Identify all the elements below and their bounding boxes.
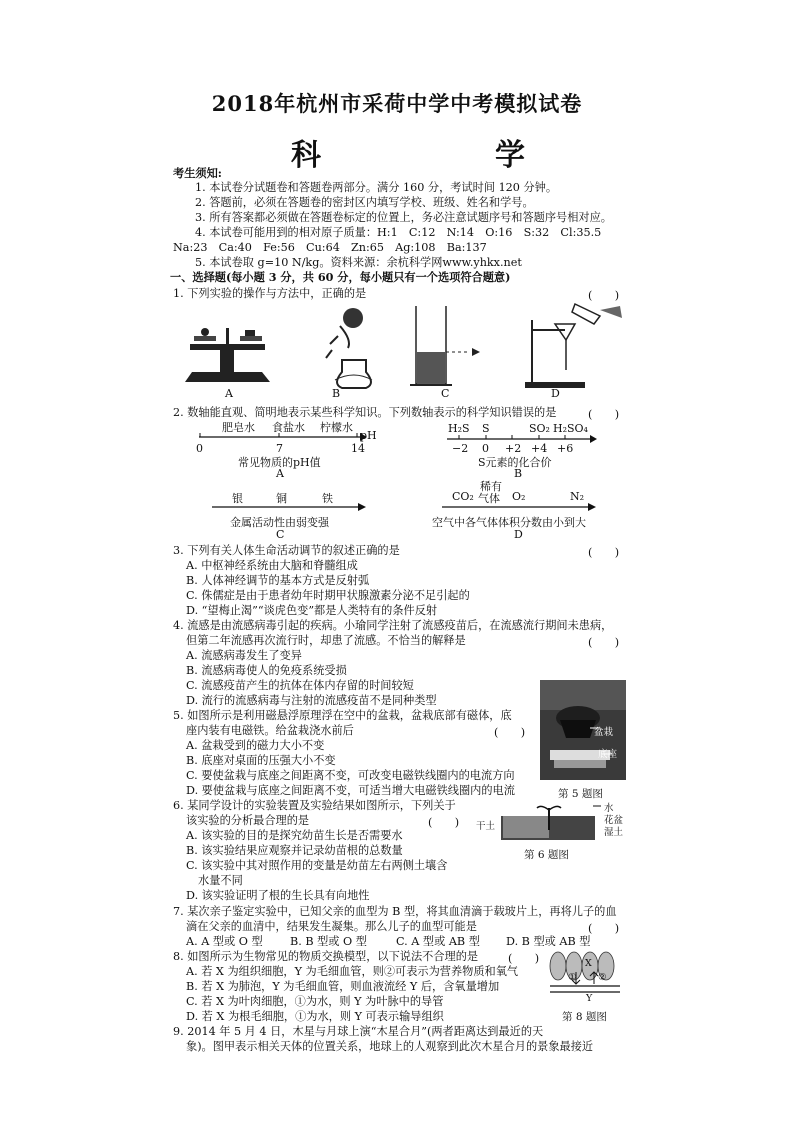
option: A. 中枢神经系统由大脑和脊髓组成: [186, 559, 358, 572]
option: B. 底座对桌面的压强大小不变: [186, 754, 336, 767]
question-9-stem: 9. 2014 年 5 月 4 日，木星与月球上演“木星合月”(两者距离达到最近的天: [173, 1025, 544, 1038]
axis-item: O₂: [512, 490, 526, 503]
axis-item: 银: [232, 492, 243, 505]
option: D. 要使盆栽与底座之间距离不变，可适当增大电磁铁线圈内的电流: [186, 784, 515, 797]
notice-item: Na:23 Ca:40 Fe:56 Cu:64 Zn:65 Ag:108 Ba:137: [173, 241, 487, 254]
option: B. 若 X 为肺泡，Y 为毛细血管，则血液流经 Y 后，含氧量增加: [186, 980, 500, 993]
question-7-stem: 滴在父亲的血清中，结果发生凝集。那么儿子的血型可能是: [186, 920, 477, 933]
figure-label: ①: [568, 972, 577, 983]
answer-paren: ( ): [588, 289, 620, 302]
notice-heading: 考生须知:: [173, 166, 222, 180]
figure-label: 水: [604, 803, 614, 814]
notice-item: 1. 本试卷分试题卷和答题卷两部分。满分 160 分，考试时间 120 分钟。: [195, 181, 558, 194]
axis-letter: A: [276, 467, 284, 480]
figure-label: 干土: [476, 821, 496, 832]
question-4-stem: 4. 流感是由流感病毒引起的疾病。小瑜同学注射了流感疫苗后，在流感流行期间未患病，: [173, 619, 613, 632]
air-composition-axis: [440, 502, 600, 512]
question-9-stem: 象)。图甲表示相关天体的位置关系，地球上的人观察到此次木星合月的景象最接近: [186, 1040, 594, 1053]
notice-item: 2. 答题前，必须在答题卷的密封区内填写学校、班级、姓名和学号。: [195, 196, 534, 209]
answer-paren: ( ): [508, 952, 540, 965]
axis-letter: B: [514, 467, 523, 480]
question-3-stem: 3. 下列有关人体生命活动调节的叙述正确的是: [173, 544, 400, 557]
plant-pot-figure: [495, 800, 605, 845]
axis-item: SO₂: [529, 422, 550, 435]
figure-label: 花盆: [604, 815, 624, 826]
option: B. 该实验结果应观察并记录幼苗根的总数量: [186, 844, 403, 857]
graduated-cylinder-icon: [410, 306, 480, 385]
option: C. 若 X 为叶肉细胞，①为水，则 Y 为叶脉中的导管: [186, 995, 444, 1008]
option: C. A 型或 AB 型: [396, 935, 480, 948]
question-2-stem: 2. 数轴能直观、简明地表示某些科学知识。下列数轴表示的科学知识错误的是: [173, 406, 557, 419]
axis-tick: +2: [505, 442, 522, 455]
option: C. 侏儒症是由于患者幼年时期甲状腺激素分泌不足引起的: [186, 589, 470, 602]
axis-item: 食盐水: [272, 421, 305, 434]
notice-item: 3. 所有答案都必须做在答题卷标定的位置上，务必注意试题序号和答题序号相对应。: [195, 211, 612, 224]
option: D. 若 X 为根毛细胞，①为水，则 Y 可表示输导组织: [186, 1010, 444, 1023]
option-label: A: [225, 387, 233, 400]
axis-item: 稀有: [480, 480, 502, 493]
question-5-stem: 座内装有电磁铁。给盆栽浇水前后: [186, 724, 354, 737]
answer-paren: ( ): [494, 726, 526, 739]
option: B. 人体神经调节的基本方式是反射弧: [186, 574, 370, 587]
option: A. A 型或 O 型: [186, 935, 263, 948]
question-1-stem: 1. 下列实验的操作与方法中，正确的是: [173, 287, 367, 300]
question-6-stem: 6. 某同学设计的实验装置及实验结果如图所示，下列关于: [173, 799, 456, 812]
figure-caption: 第 8 题图: [562, 1011, 607, 1023]
option: D. 该实验证明了根的生长具有向地性: [186, 889, 370, 902]
option-label: B: [332, 387, 341, 400]
answer-paren: ( ): [588, 408, 620, 421]
notice-item: 5. 本试卷取 g=10 N/kg。资料来源：余杭科学网www.yhkx.net: [195, 256, 522, 269]
metal-activity-axis: [210, 502, 370, 512]
axis-item: H₂S: [448, 422, 470, 435]
figure-label: X: [585, 958, 592, 969]
figure-label: Y: [586, 993, 593, 1004]
axis-caption: 常见物质的pH值: [238, 456, 321, 469]
axis-unit: pH: [360, 429, 377, 442]
option: 水量不同: [198, 874, 243, 887]
question-5-stem: 5. 如图所示是利用磁悬浮原理浮在空中的盆栽，盆栽底部有磁体，底: [173, 709, 512, 722]
figure-label: 底座: [598, 749, 618, 760]
ph-axis: [195, 430, 375, 444]
answer-paren: ( ): [588, 546, 620, 559]
question-8-stem: 8. 如图所示为生物常见的物质交换模型，以下说法不合理的是: [173, 950, 479, 963]
figure-caption: 第 5 题图: [558, 788, 603, 800]
section-heading: 一、选择题(每小题 3 分，共 60 分，每小题只有一个选项符合题意): [170, 270, 511, 284]
option-label: D: [551, 387, 560, 400]
option: C. 要使盆栽与底座之间距离不变，可改变电磁铁线圈内的电流方向: [186, 769, 515, 782]
axis-caption: 金属活动性由弱变强: [230, 516, 329, 529]
question-4-stem: 但第二年流感再次流行时，却患了流感。不恰当的解释是: [186, 634, 466, 647]
option: A. 若 X 为组织细胞，Y 为毛细血管，则②可表示为营养物质和氧气: [186, 965, 519, 978]
figure-caption: 第 6 题图: [524, 849, 569, 861]
axis-tick: 0: [196, 442, 203, 455]
axis-item: H₂SO₄: [553, 422, 588, 435]
subject-title: 科 学: [291, 138, 563, 173]
axis-letter: D: [514, 528, 523, 541]
axis-item: 柠檬水: [320, 421, 353, 434]
axis-item: N₂: [570, 490, 585, 503]
axis-item: 肥皂水: [222, 421, 255, 434]
option: B. 流感病毒使人的免疫系统受损: [186, 664, 347, 677]
maglev-planter-photo: [540, 680, 626, 780]
figure-label: ②: [598, 972, 607, 983]
option: D. 流行的流感病毒与注射的流感疫苗不是同种类型: [186, 694, 437, 707]
smelling-flask-icon: [326, 308, 372, 388]
axis-tick: −2: [452, 442, 469, 455]
option: A. 流感病毒发生了变异: [186, 649, 302, 662]
question-7-stem: 7. 某次亲子鉴定实验中，已知父亲的血型为 B 型，将其血清滴于载玻片上，再将儿子的血: [173, 905, 617, 918]
option: D. “望梅止渴”“谈虎色变”都是人类特有的条件反射: [186, 604, 438, 617]
valence-axis: [445, 433, 605, 445]
axis-tick: 0: [482, 442, 489, 455]
q1-figure: [180, 300, 630, 392]
axis-item: 气体: [478, 492, 500, 505]
notice-item: 4. 本试卷可能用到的相对原子质量：H:1 C:12 N:14 O:16 S:32 Cl:35.5: [195, 226, 602, 239]
answer-paren: ( ): [428, 816, 460, 829]
balance-icon: [185, 328, 270, 382]
axis-tick: 7: [276, 442, 283, 455]
figure-label: 湿土: [604, 827, 624, 838]
axis-tick: 14: [351, 442, 365, 455]
axis-item: S: [482, 422, 490, 435]
option: C. 该实验中其对照作用的变量是幼苗左右两侧土壤含: [186, 859, 448, 872]
axis-item: CO₂: [452, 490, 474, 503]
filtration-stand-icon: [525, 304, 622, 388]
axis-item: 铁: [322, 492, 333, 505]
option-label: C: [441, 387, 450, 400]
page-title: 2018年杭州市采荷中学中考模拟试卷: [211, 91, 583, 116]
axis-item: 铜: [276, 492, 287, 505]
axis-letter: C: [276, 528, 285, 541]
question-6-stem: 该实验的分析最合理的是: [186, 814, 310, 827]
option: A. 该实验的目的是探究幼苗生长是否需要水: [186, 829, 403, 842]
answer-paren: ( ): [588, 636, 620, 649]
answer-paren: ( ): [588, 922, 620, 935]
axis-caption: 空气中各气体体积分数由小到大: [432, 516, 586, 529]
option: C. 流感疫苗产生的抗体在体内存留的时间较短: [186, 679, 414, 692]
option: B. B 型或 O 型: [290, 935, 367, 948]
figure-label: 盆栽: [594, 727, 614, 738]
option: D. B 型或 AB 型: [506, 935, 591, 948]
option: A. 盆栽受到的磁力大小不变: [186, 739, 325, 752]
axis-tick: +6: [557, 442, 574, 455]
axis-tick: +4: [531, 442, 548, 455]
axis-caption: S元素的化合价: [478, 456, 552, 469]
